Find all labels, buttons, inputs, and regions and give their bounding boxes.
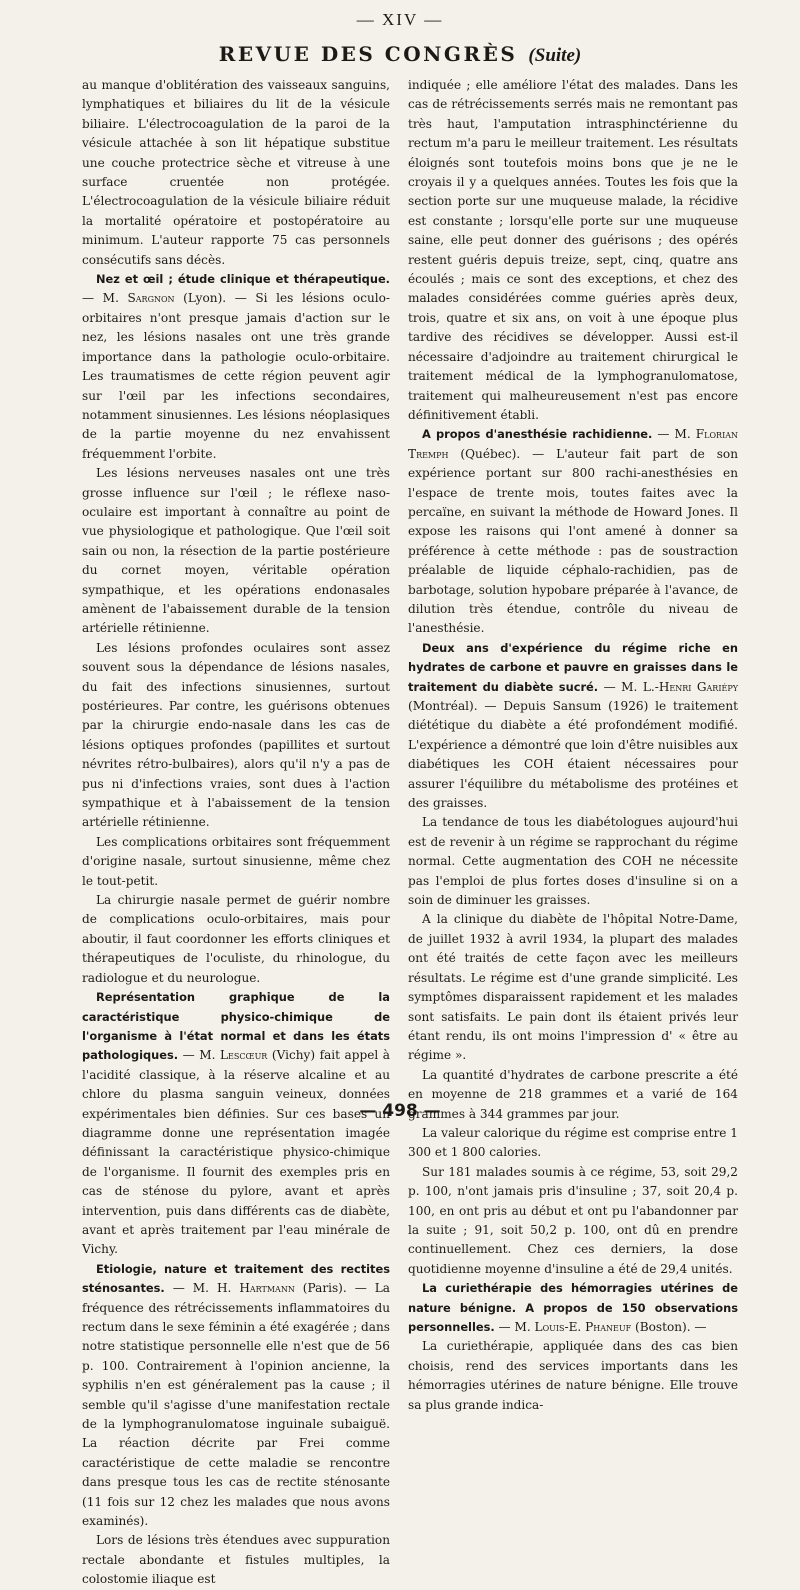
article-title: Etiologie, nature et traitement des rectites sténosantes. xyxy=(82,1261,390,1296)
author-prefix: — M. xyxy=(494,1320,535,1334)
article-body: (Boston). — xyxy=(631,1320,707,1334)
paragraph: La quantité d'hydrates de carbone prescrite a été en moyenne de 218 grammes et a varié de 164 grammes à 344 grammes par jour. xyxy=(408,1067,738,1121)
article-entry xyxy=(82,270,390,464)
paragraph: au manque d'oblitération des vaisseaux sanguins, lymphatiques et biliaires du lit de la vésicule biliaire. L'électrocoagulation de la paroi de la vésicule attachée à son lit hépatique substitue une couche protectrice sèche et vitreuse à une surface cruentée non protégée. L'électrocoagulation de la vésicule biliaire réduit la mortalité opératoire et postopératoire au minimum. L'auteur rapporte 75 cas personnels consécutifs sans décès. xyxy=(82,78,390,267)
article-body: (Vichy) fait appel à l'acidité classique, à la réserve alcaline et au chlore du plasma sanguin veineux, données expérimentales bien définies. Sur ces bases un diagramme donne une représentation imagée définissant la caractéristique physico-chimique de l'organisme. Il fournit des exemples pris en cas de sténose du pylore, avant et après intervention, puis dans différents cas de diabète, avant et après traitement par l'eau minérale de Vichy. xyxy=(82,1048,390,1257)
author-name: Hartmann xyxy=(239,1281,295,1296)
author-name: Louis-E. Phaneuf xyxy=(534,1320,632,1334)
paragraph: Sur 181 malades soumis à ce régime, 53, soit 29,2 p. 100, n'ont jamais pris d'insuline ; 37, soit 20,4 p. 100, en ont pris au début et ont pu l'abandonner par la suite ; 91, soit 50,2 p. 100, ont dû en prendre continuellement. Chez ces derniers, la dose quotidienne moyenne d'insuline a été de 29,4 unités. xyxy=(408,1164,738,1276)
header-title: REVUE DES CONGRÈS xyxy=(218,42,518,66)
paragraph: A la clinique du diabète de l'hôpital Notre-Dame, de juillet 1932 à avril 1934, la plupart des malades ont été traités de cette façon avec les meilleurs résultats. Le régime est d'une grande simplicité. Les symptômes disparaissent rapidement et les malades sont satisfaits. Le pain dont ils étaient privés leur étant rendu, ils ont moins l'impression d' « être au régime ». xyxy=(408,912,738,1063)
article-title: A propos d'anesthésie rachidienne. xyxy=(422,427,653,442)
paragraph: La curiethérapie, appliquée dans des cas bien choisis, rend des services importants dans les hémorragies utérines de nature bénigne. Elle trouve sa plus grande indica- xyxy=(408,1339,738,1412)
right-column xyxy=(408,76,739,1412)
paragraph: Lors de lésions très étendues avec suppuration rectale abondante et fistules multiples, la colostomie iliaque est xyxy=(82,1533,390,1587)
author-name: Henri Gariépy xyxy=(658,679,738,694)
author-prefix: — M. H. xyxy=(164,1281,240,1296)
article-title: Nez et œil ; étude clinique et thérapeutique. xyxy=(96,272,390,287)
article-body: (Lyon). — Si les lésions oculo-orbitaires n'ont presque jamais d'action sur le nez, les lésions nasales ont une très grande importance dans la pathologie oculo-orbitaire. Les traumatismes de cette région peuvent agir sur l'œil par les infections secondaires, notamment sinusiennes. Les lésions néoplasiques de la partie moyenne du nez envahissent fréquemment l'orbite. xyxy=(82,291,390,461)
paragraph: Les lésions profondes oculaires sont assez souvent sous la dépendance de lésions nasales, du fait des infections sinusiennes, surtout postérieures. Par contre, les guérisons obtenues par la chirurgie endo-nasale dans les cas de lésions optiques profondes (papillites et surtout névrites rétro-bulbaires), alors qu'il n'y a pas de pus ni d'infections vraies, sont dues à l'action sympathique et à l'abaissement de la tension artérielle rétinienne. xyxy=(82,640,390,830)
author-prefix: — M. xyxy=(652,427,696,442)
article-body: (Montréal). — Depuis Sansum (1926) le traitement diététique du diabète a été profondément modifié. L'expérience a démontré que loin d'être nuisibles aux diabétiques les COH étaient nécessaires pour assurer l'équilibre du métabolisme des protéines et des graisses. xyxy=(408,699,738,811)
paragraph: Les lésions nerveuses nasales ont une très grosse influence sur l'œil ; le réflexe naso-oculaire est important à connaître au point de vue physiologique et pathologique. Que l'œil soit sain ou non, la résection de la partie postérieure du cornet moyen, véritable opération sympathique, et les opérations endonasales amènent de l'abaissement durable de la tension artérielle rétinienne. xyxy=(82,466,390,636)
article-body: (Québec). — L'auteur fait part de son expérience portant sur 800 rachi-anesthésies en l'espace de trente mois, toutes faites avec la percaïne, en suivant la méthode de Howard Jones. Il expose les raisons qui l'ont amené à donner sa préférence à cette méthode : pas de soustraction préalable de liquide céphalo-rachidien, pas de barbotage, solution hypobare préparée à l'avance, de dilution très étendue, contrôle du niveau de l'anesthésie. xyxy=(408,446,738,636)
author-name: Florian Tremph xyxy=(408,427,739,461)
paragraph: La chirurgie nasale permet de guérir nombre de complications oculo-orbitaires, mais pour aboutir, il faut coordonner les efforts cliniques et thérapeutiques de l'oculiste, du rhinologue, du radiologue et du neurologue. xyxy=(82,893,390,985)
roman-page-number: — XIV — xyxy=(356,10,444,29)
article-title: Deux ans d'expérience du régime riche en hydrates de carbone et pauvre en graisses dans le traitement du diabète sucré. xyxy=(408,640,738,694)
author-prefix: — M. xyxy=(82,291,128,306)
author-prefix: — M. L.- xyxy=(598,679,659,694)
article-entry xyxy=(408,1279,738,1337)
footer-page-number: — 498 — xyxy=(359,1101,441,1121)
article-body: (Paris). — La fréquence des rétrécissements inflammatoires du rectum dans le sexe féminin a été exagérée ; dans notre statistique personnelle elle n'est que de 56 p. 100. Contrairement à l'opinion ancienne, la syphilis n'en est généralement pas la cause ; il semble qu'il s'agisse d'une manifestation rectale de la lymphogranulomatose inguinale subaiguë. La réaction décrite par Frei comme caractéristique de cette maladie se rencontre dans presque tous les cas de rectite sténosante (11 fois sur 12 chez les malades que nous avons examinés). xyxy=(82,1281,390,1529)
header-suite: (Suite) xyxy=(528,45,582,66)
article-entry xyxy=(82,1260,390,1532)
paragraph: La tendance de tous les diabétologues aujourd'hui est de revenir à un régime se rapprochant du régime normal. Cette augmentation des COH ne nécessite pas l'emploi de plus fortes doses d'insuline si on a soin de diminuer les graisses. xyxy=(408,815,738,908)
article-entry xyxy=(408,425,738,638)
left-column xyxy=(82,76,390,1587)
article-entry xyxy=(408,639,738,814)
paragraph: La valeur calorique du régime est comprise entre 1 300 et 1 800 calories. xyxy=(408,1125,738,1160)
author-name: Sargnon xyxy=(127,291,175,306)
paragraph: Les complications orbitaires sont fréquemment d'origine nasale, surtout sinusienne, même chez le tout-petit. xyxy=(82,834,390,888)
article-title: Représentation graphique de la caractéristique physico-chimique de l'organisme à l'état normal et dans les états pathologiques. xyxy=(82,990,390,1063)
article-entry xyxy=(82,988,390,1260)
running-header xyxy=(0,42,800,67)
author-prefix: — M. xyxy=(178,1048,220,1063)
article-title: La curiethérapie des hémorragies utérines de nature bénigne. A propos de 150 observations personnelles. xyxy=(408,1281,738,1334)
author-name: Lescœur xyxy=(220,1048,268,1063)
paragraph: indiquée ; elle améliore l'état des malades. Dans les cas de rétrécissements serrés mais ne remontant pas très haut, l'amputation intrasphinctérienne du rectum m'a paru le meilleur traitement. Les résultats éloignés sont toutefois moins bons que je ne le croyais il y a quelques années. Toutes les fois que la section porte sur une muqueuse malade, la récidive est constante ; lorsqu'elle porte sur une muqueuse saine, elle peut donner des guérisons ; des opérés restent guéris depuis treize, sept, cinq, quatre ans écoulés ; mais ce sont des exceptions, et chez des malades considérées comme guéries après deux, trois, quatre et six ans, on voit à une époque plus tardive des récidives se développer. Aussi est-il nécessaire d'adjoindre au traitement chirurgical le traitement médical de la lymphogranulomatose, traitement qui malheureusement n'est pas encore définitivement établi. xyxy=(408,78,738,422)
